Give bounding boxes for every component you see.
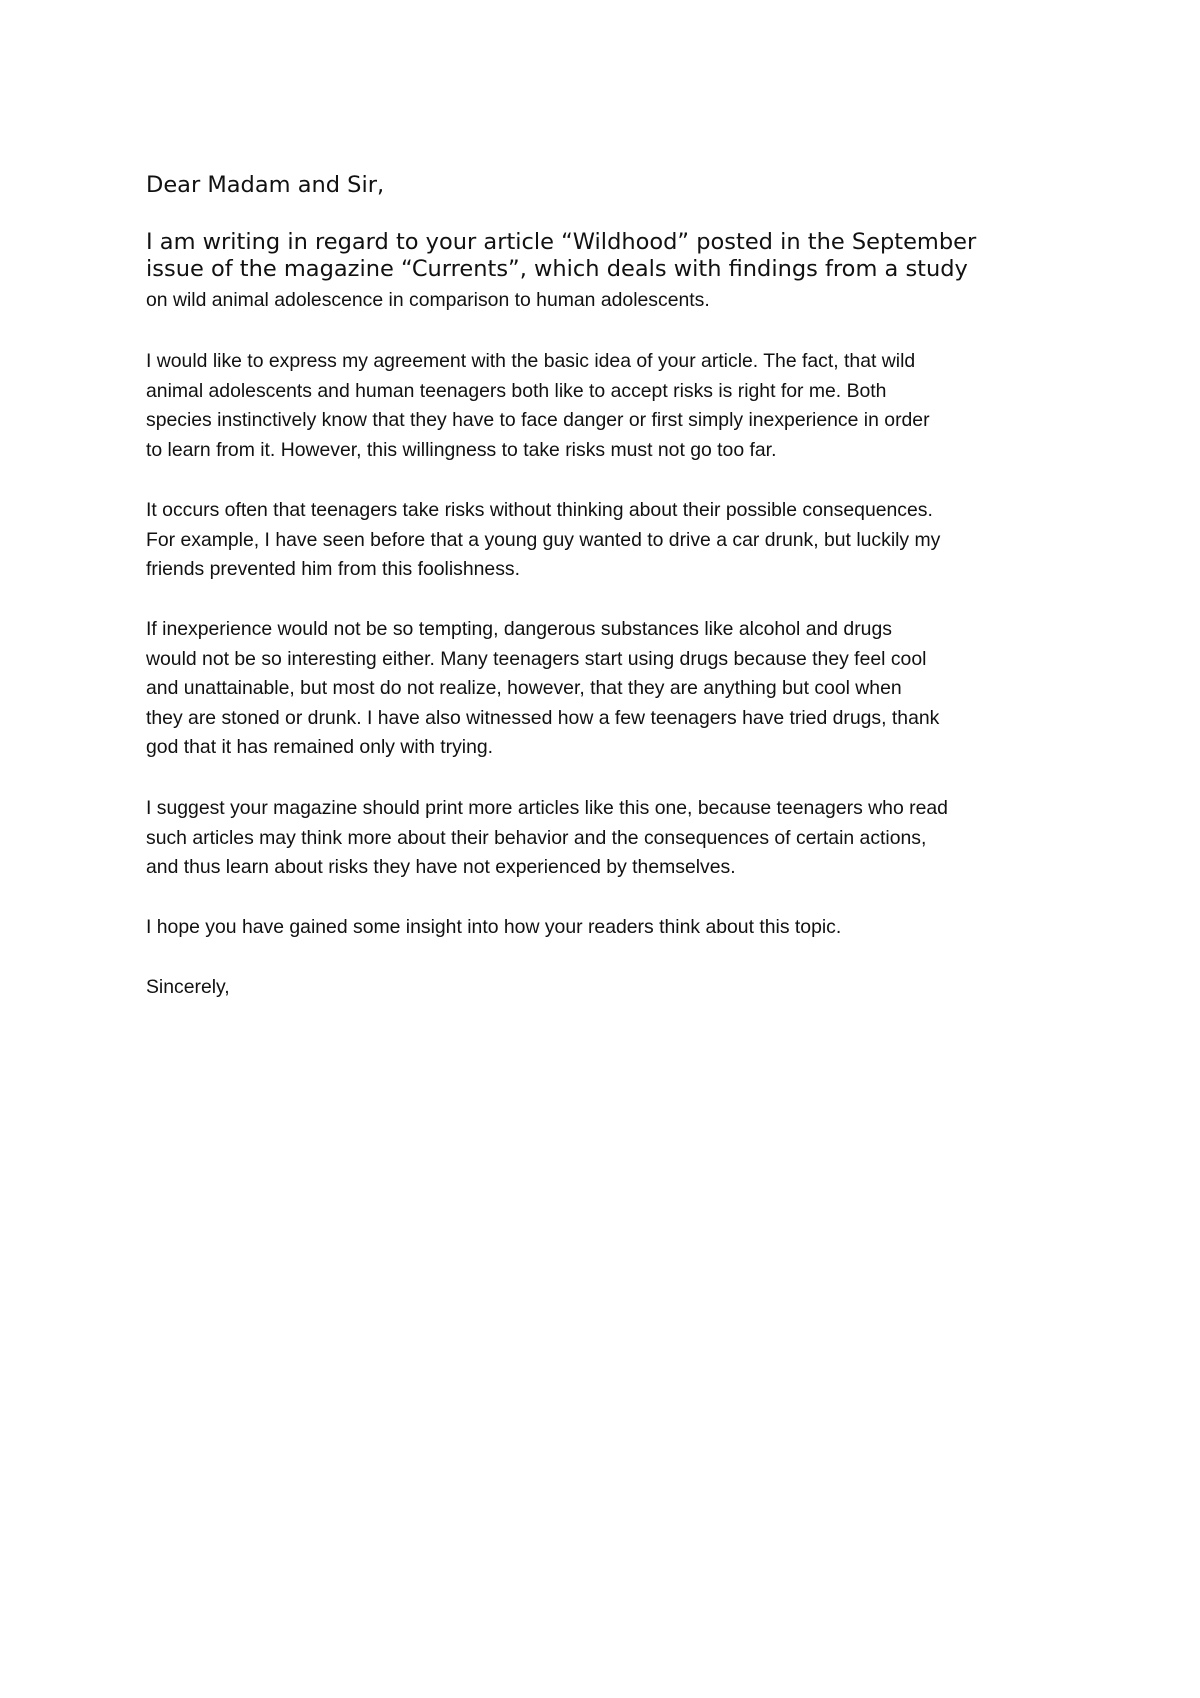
risks-paragraph [146,496,1086,585]
paragraph-line: For example, I have seen before that a young guy wanted to drive a car drunk, but luckily my [146,528,941,551]
paragraph-line: they are stoned or drunk. I have also witnessed how a few teenagers have tried drugs, thank [146,706,940,729]
paragraph-line: friends prevented him from this foolishness. [146,558,520,581]
paragraph-line: I would like to express my agreement with the basic idea of your article. The fact, that wild [146,350,916,372]
paragraph-line: I suggest your magazine should print more articles like this one, because teenagers who read [146,797,948,819]
substances-paragraph [146,615,1086,763]
agreement-paragraph [146,347,1086,465]
paragraph-line: animal adolescents and human teenagers both like to accept risks is right for me. Both [146,379,887,402]
sign-off-text: Sincerely, [146,976,230,998]
paragraph-line: species instinctively know that they have to face danger or first simply inexperience in order [146,409,930,432]
intro-line: I am writing in regard to your article “Wildhood” posted in the September [146,229,977,255]
paragraph-line: and unattainable, but most do not realize, however, that they are anything but cool when [146,677,902,700]
salutation: Dear Madam and Sir, [146,172,385,198]
paragraph-line: would not be so interesting either. Many teenagers start using drugs because they feel cool [146,647,927,670]
paragraph-line: If inexperience would not be so tempting, dangerous substances like alcohol and drugs [146,618,892,640]
paragraph-line: I hope you have gained some insight into how your readers think about this topic. [146,916,842,938]
intro-line: on wild animal adolescence in comparison to human adolescents. [146,289,710,311]
paragraph-line: It occurs often that teenagers take risks without thinking about their possible consequences. [146,499,933,521]
paragraph-line: such articles may think more about their behavior and the consequences of certain actions, [146,826,927,849]
paragraph-line: and thus learn about risks they have not experienced by themselves. [146,856,736,879]
intro-line: issue of the magazine “Currents”, which deals with findings from a study [146,256,968,282]
suggestion-paragraph [146,794,1086,883]
paragraph-line: god that it has remained only with trying. [146,736,494,759]
sign-off [146,973,1086,1003]
paragraph-line: to learn from it. However, this willingness to take risks must not go too far. [146,438,777,461]
intro-paragraph [146,229,1086,315]
closing-paragraph [146,913,1086,943]
